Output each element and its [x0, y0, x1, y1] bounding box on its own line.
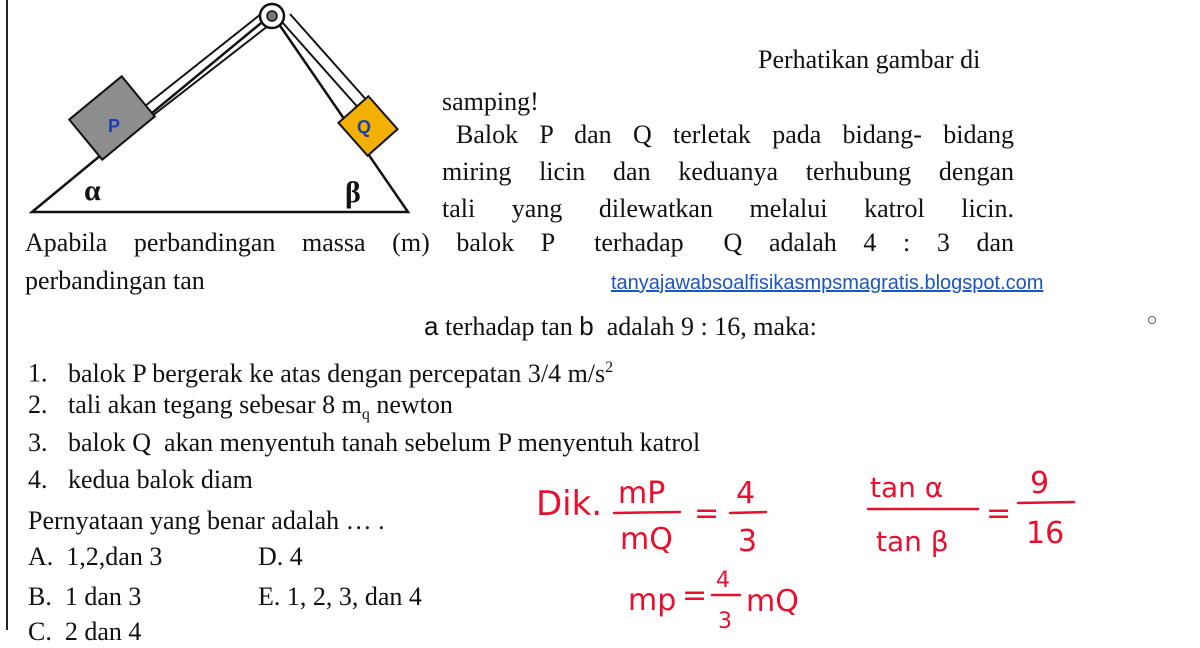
- option-d[interactable]: D. 4: [258, 542, 303, 571]
- statement-1-text: balok P bergerak ke atas dengan percepatan 3/4 m/s: [68, 358, 606, 388]
- statement-2-text: tali akan tegang sebesar 8 m: [68, 390, 362, 419]
- hw-tan-beta: tan β: [876, 525, 949, 558]
- block-p-label: P: [108, 116, 121, 136]
- statement-2: [28, 389, 453, 431]
- hw-mq: mQ: [620, 522, 673, 557]
- intro-line-4: miring licin dan keduanya terhubung dengan: [442, 157, 1014, 186]
- statement-4-text: kedua balok diam: [68, 465, 253, 494]
- intro-line-8-mid: terhadap tan: [444, 312, 573, 341]
- hw-equals-3: =: [682, 578, 708, 613]
- page-left-border: [6, 0, 8, 630]
- hw-fraction-bar-4: [1018, 502, 1074, 503]
- intro-line-2: samping!: [442, 87, 539, 116]
- hw-nine: 9: [1030, 466, 1050, 501]
- statement-1: [28, 352, 613, 390]
- inclined-plane-figure: [20, 0, 420, 225]
- hw-three: 3: [738, 524, 758, 559]
- intro-line-5: tali yang dilewatkan melalui katrol licin.: [442, 194, 1014, 223]
- statement-3-number: 3.: [28, 428, 48, 457]
- statement-2-after: newton: [369, 390, 453, 419]
- rope-right: [282, 22, 362, 112]
- statement-4: [28, 464, 253, 496]
- intro-line-7: perbandingan tan: [25, 266, 205, 295]
- statement-1-number: 1.: [28, 358, 48, 388]
- hw-four: 4: [736, 476, 756, 511]
- statement-3-text: balok Q akan menyentuh tanah sebelum P menyentuh katrol: [68, 428, 701, 457]
- option-e[interactable]: E. 1, 2, 3, dan 4: [258, 582, 422, 611]
- intro-line-8: [424, 310, 817, 343]
- statement-4-number: 4.: [28, 465, 48, 494]
- statement-1-superscript: 2: [605, 359, 614, 376]
- hw-equals-1: =: [694, 496, 720, 531]
- blog-watermark-link[interactable]: tanyajawabsoalfisikasmpsmagratis.blogspot.com: [611, 272, 1044, 294]
- statement-2-subscript: q: [361, 406, 370, 424]
- block-q-label: Q: [357, 117, 372, 137]
- angle-alpha-label: α: [84, 174, 101, 207]
- hw-fraction-bar-1: [614, 512, 680, 513]
- intro-line-8-end: adalah 9 : 16, maka:: [600, 312, 817, 341]
- hw-fraction-bar-2: [730, 512, 766, 513]
- hw-four-small: 4: [716, 568, 730, 593]
- hw-three-small: 3: [718, 609, 732, 630]
- decorative-circle-icon: [1148, 316, 1156, 324]
- hw-sixteen: 16: [1026, 516, 1065, 551]
- option-b[interactable]: B. 1 dan 3: [28, 582, 142, 611]
- statement-2-number: 2.: [28, 390, 48, 419]
- option-c[interactable]: C. 2 dan 4: [28, 617, 142, 646]
- hw-mp-2: mp: [628, 583, 677, 618]
- angle-beta-label: β: [345, 176, 361, 209]
- symbol-b: b: [579, 311, 594, 341]
- intro-line-3: Balok P dan Q terletak pada bidang- bidang: [456, 120, 1014, 149]
- hw-mq-2: mQ: [746, 584, 799, 619]
- option-a[interactable]: A. 1,2,dan 3: [28, 542, 163, 571]
- question-prompt: Pernyataan yang benar adalah … .: [28, 506, 385, 535]
- rope-left: [140, 10, 266, 110]
- rope-left-inner: [147, 22, 273, 120]
- hw-dik: Dik.: [536, 484, 603, 524]
- intro-line-6: Apabila perbandingan massa (m) balok P terhadap Q adalah 4 : 3 dan: [25, 228, 1014, 257]
- intro-line-1: Perhatikan gambar di: [758, 45, 981, 74]
- symbol-a: a: [424, 311, 439, 341]
- handwritten-working: [530, 465, 1090, 630]
- hw-equals-2: =: [986, 496, 1012, 531]
- hw-mp: mP: [618, 476, 666, 511]
- hw-tan-alpha: tan α: [870, 471, 944, 504]
- statement-3: [28, 427, 700, 459]
